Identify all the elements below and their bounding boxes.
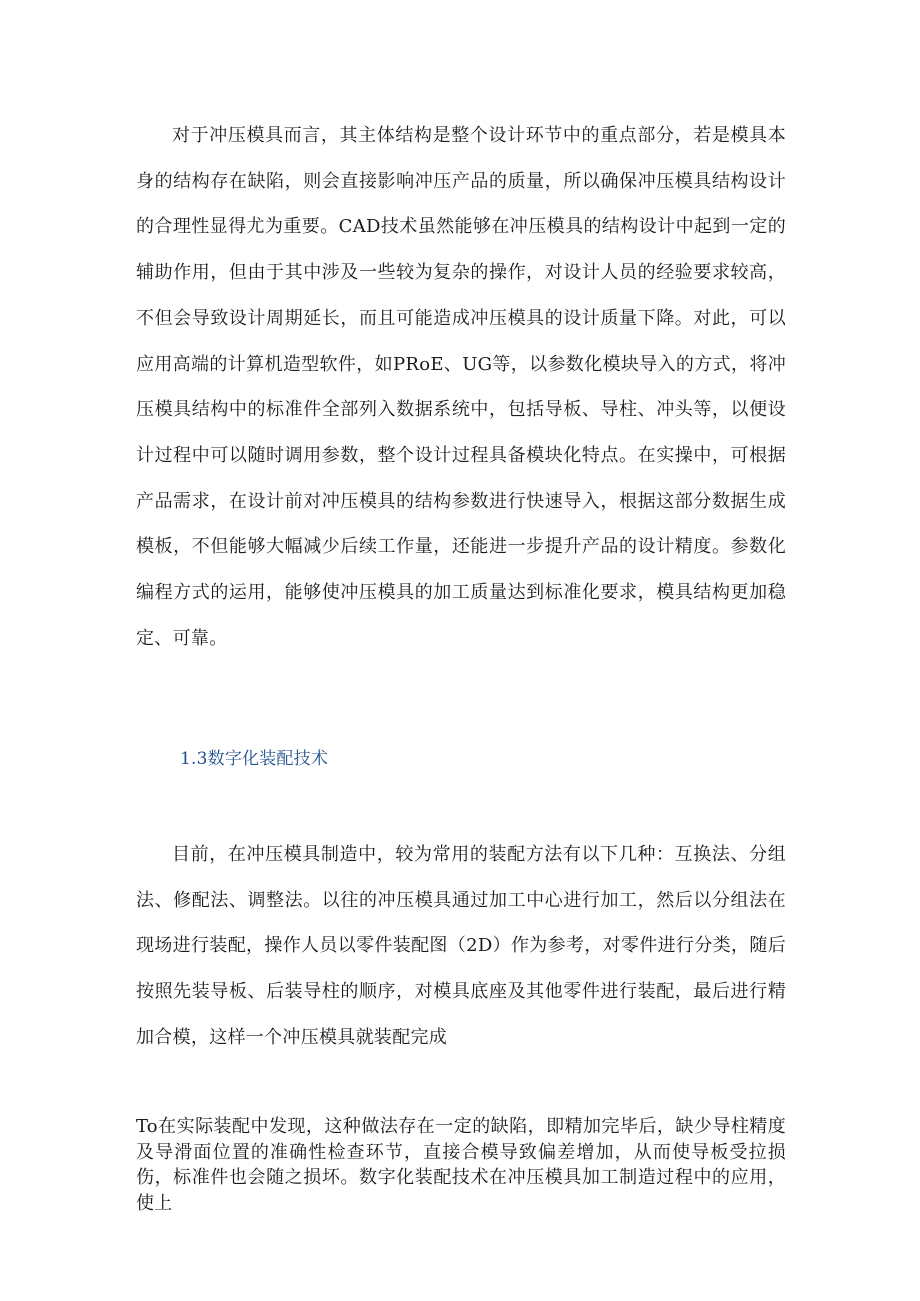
body-paragraph-structure-design: 对于冲压模具而言，其主体结构是整个设计环节中的重点部分，若是模具本身的结构存在缺陷，则会直接影响冲压产品的质量，所以确保冲压模具结构设计的合理性显得尤为重要。CAD技术虽然能够在冲压模具的结构设计中起到一定的辅助作用，但由于其中涉及一些较为复杂的操作，对设计人员的经验要求较高，不但会导致设计周期延长，而且可能造成冲压模具的设计质量下降。对此，可以应用高端的计算机造型软件，如PRoE、UG等，以参数化模块导入的方式，将冲压模具结构中的标准件全部列入数据系统中，包括导板、导柱、冲头等，以便设计过程中可以随时调用参数，整个设计过程具备模块化特点。在实操中，可根据产品需求，在设计前对冲压模具的结构参数进行快速导入，根据这部分数据生成模板，不但能够大幅减少后续工作量，还能进一步提升产品的设计精度。参数化编程方式的运用，能够使冲压模具的加工质量达到标准化要求，模具结构更加稳定、可靠。 (136, 125, 786, 649)
body-paragraph-assembly-methods: 目前，在冲压模具制造中，较为常用的装配方法有以下几种：互换法、分组法、修配法、调整法。以往的冲压模具通过加工中心进行加工，然后以分组法在现场进行装配，操作人员以零件装配图（2D）作为参考，对零件进行分类，随后按照先装导板、后装导柱的顺序，对模具底座及其他零件进行装配，最后进行精加合模，这样一个冲压模具就装配完成 (136, 844, 786, 1048)
section-heading: 1.3数字化装配技术 (180, 749, 329, 769)
body-paragraph-assembly-defects: To在实际装配中发现，这种做法存在一定的缺陷，即精加完毕后，缺少导柱精度及导滑面位置的准确性检查环节，直接合模导致偏差增加，从而使导板受拉损伤，标准件也会随之损坏。数字化装配技术在冲压模具加工制造过程中的应用，使上 (136, 1116, 786, 1214)
